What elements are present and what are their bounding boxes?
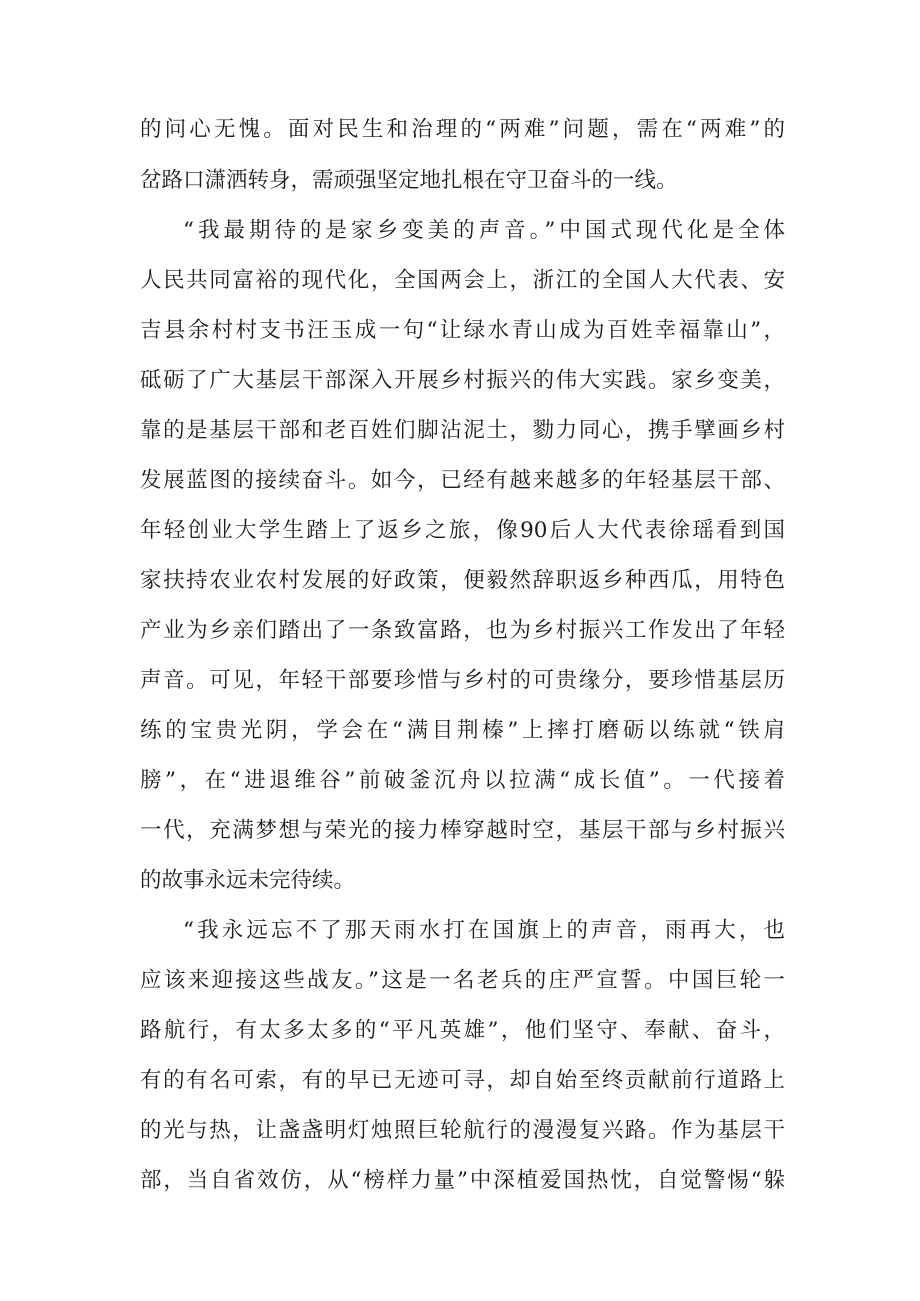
text-line: 膀”，在“进退维谷”前破釜沉舟以拉满“成长值”。一代接着: [140, 768, 785, 793]
text-line: 吉县余村村支书汪玉成一句“让绿水青山成为百姓幸福靠山”，: [140, 318, 785, 343]
paragraph-first-line: “我永远忘不了那天雨水打在国旗上的声音，雨再大，也: [183, 918, 785, 943]
text-line: 的问心无愧。面对民生和治理的“两难”问题，需在“两难”的: [140, 117, 785, 142]
text-line: 一代，充满梦想与荣光的接力棒穿越时空，基层干部与乡村振兴: [140, 818, 785, 843]
text-line: 部，当自省效仿，从“榜样力量”中深植爱国热忱，自觉警惕“躲: [140, 1168, 785, 1193]
text-line: 靠的是基层干部和老百姓们脚沾泥土，勠力同心，携手擘画乡村: [140, 418, 785, 443]
text-line: 岔路口潇洒转身，需顽强坚定地扎根在守卫奋斗的一线。: [140, 168, 678, 193]
text-line: 人民共同富裕的现代化，全国两会上，浙江的全国人大代表、安: [140, 268, 785, 293]
text-line: 砥砺了广大基层干部深入开展乡村振兴的伟大实践。家乡变美，: [140, 368, 785, 393]
text-line: 发展蓝图的接续奋斗。如今，已经有越来越多的年轻基层干部、: [140, 468, 785, 493]
text-line: 声音。可见，年轻干部要珍惜与乡村的可贵缘分，要珍惜基层历: [140, 668, 785, 693]
paragraph-first-line: “我最期待的是家乡变美的声音。”中国式现代化是全体: [183, 218, 785, 243]
text-line: 的故事永远未完待续。: [140, 868, 356, 893]
text-line: 路航行，有太多太多的“平凡英雄”，他们坚守、奉献、奋斗，: [140, 1018, 785, 1043]
text-line: 应该来迎接这些战友。”这是一名老兵的庄严宣誓。中国巨轮一: [140, 968, 785, 993]
text-line: 有的有名可索，有的早已无迹可寻，却自始至终贡献前行道路上: [140, 1068, 785, 1093]
text-line: 年轻创业大学生踏上了返乡之旅，像90后人大代表徐瑶看到国: [140, 518, 785, 543]
text-line: 家扶持农业农村发展的好政策，便毅然辞职返乡种西瓜，用特色: [140, 568, 785, 593]
text-line: 的光与热，让盏盏明灯烛照巨轮航行的漫漫复兴路。作为基层干: [140, 1118, 785, 1143]
text-line: 产业为乡亲们踏出了一条致富路，也为乡村振兴工作发出了年轻: [140, 618, 785, 643]
text-line: 练的宝贵光阴，学会在“满目荆榛”上摔打磨砺以练就“铁肩: [140, 718, 785, 743]
